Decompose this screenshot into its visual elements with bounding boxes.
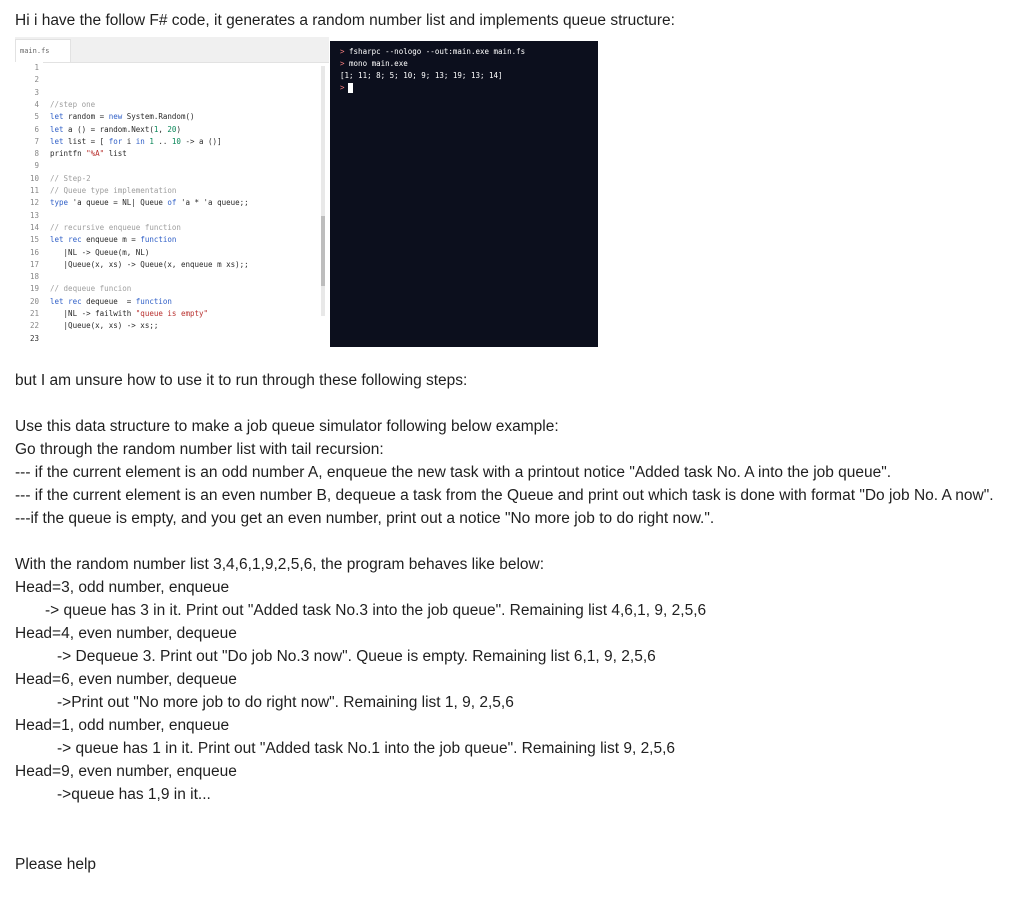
- question-paragraph: Head=9, even number, enqueue: [15, 763, 237, 780]
- question-paragraph: --- if the current element is an even number B, dequeue a task from the Queue and print out which task is done with format "Do job No. A now".: [15, 487, 994, 504]
- terminal-command: mono main.exe: [349, 59, 408, 68]
- question-paragraph: Please help: [15, 856, 97, 873]
- code-line: printfn "%A" list: [50, 149, 127, 159]
- question-paragraph: Head=1, odd number, enqueue: [15, 717, 230, 734]
- code-line: // Step-2: [50, 173, 91, 183]
- code-line: // Queue type implementation: [50, 186, 177, 195]
- question-paragraph: Go through the random number list with tail recursion:: [15, 441, 384, 458]
- terminal-command: fsharpc --nologo --out:main.exe main.fs: [349, 47, 526, 56]
- terminal-line: [340, 58, 408, 70]
- terminal-line: [340, 82, 353, 94]
- code-line: let random = new System.Random(): [50, 112, 195, 122]
- question-paragraph: ->queue has 1,9 in it...: [57, 786, 211, 803]
- line-number: 1: [34, 63, 39, 72]
- question-paragraph: Head=3, odd number, enqueue: [15, 579, 230, 596]
- line-number: 19: [29, 284, 39, 294]
- question-paragraph: -> queue has 1 in it. Print out "Added task No.1 into the job queue". Remaining list 9, 2,5,6: [57, 740, 676, 757]
- question-paragraph: With the random number list 3,4,6,1,9,2,5,6, the program behaves like below:: [15, 556, 545, 573]
- line-number: 18: [29, 272, 39, 282]
- line-number: 2: [34, 75, 39, 85]
- line-number: 16: [29, 247, 39, 257]
- code-line: |NL -> failwith "queue is empty": [50, 309, 209, 318]
- code-line: type 'a queue = NL| Queue of 'a * 'a queue;;: [50, 198, 249, 208]
- terminal-output: [1; 11; 8; 5; 10; 9; 13; 19; 13; 14]: [340, 71, 503, 80]
- line-number: 21: [29, 309, 39, 318]
- terminal-line: [340, 46, 525, 58]
- editor-scrollbar[interactable]: [321, 66, 325, 316]
- question-paragraph: --- if the current element is an odd number A, enqueue the new task with a printout notice "Added task No. A into the job queue".: [15, 464, 892, 481]
- terminal-panel: [330, 41, 598, 347]
- code-line: // dequeue funcion: [50, 284, 132, 294]
- line-number: 14: [29, 222, 39, 232]
- code-line: let a () = random.Next(1, 20): [50, 124, 181, 134]
- question-paragraph: -> queue has 3 in it. Print out "Added task No.3 into the job queue". Remaining list 4,6,1, 9, 2,5,6: [45, 602, 707, 619]
- line-number: 17: [29, 259, 39, 269]
- scrollbar-thumb[interactable]: [321, 216, 325, 286]
- editor-tabbar: [15, 37, 329, 63]
- code-line: let rec dequeue = function: [50, 296, 172, 306]
- question-paragraph: Head=6, even number, dequeue: [15, 671, 237, 688]
- question-paragraph: but I am unsure how to use it to run through these following steps:: [15, 372, 468, 389]
- code-line: |Queue(x, xs) -> Queue(x, enqueue m xs);;: [50, 259, 249, 269]
- code-line: //step one: [50, 99, 96, 109]
- question-paragraph: Head=4, even number, dequeue: [15, 625, 237, 642]
- code-area: [15, 62, 329, 347]
- line-number: 23: [29, 333, 39, 343]
- line-number: 3: [34, 87, 39, 97]
- line-number-gutter: [15, 62, 43, 347]
- tab-main-fs[interactable]: main.fs: [15, 39, 71, 62]
- line-number: 6: [34, 124, 39, 134]
- prompt-symbol: >: [340, 83, 345, 92]
- question-paragraph: -> Dequeue 3. Print out "Do job No.3 now". Queue is empty. Remaining list 6,1, 9, 2,5,6: [57, 648, 656, 665]
- line-number: 10: [29, 173, 39, 183]
- line-number: 9: [34, 161, 39, 171]
- code-line: |NL -> Queue(m, NL): [50, 247, 150, 257]
- code-line: // recursive enqueue function: [50, 222, 181, 232]
- question-paragraph: ->Print out "No more job to do right now". Remaining list 1, 9, 2,5,6: [57, 694, 514, 711]
- line-number: 12: [29, 198, 39, 208]
- question-paragraph: Use this data structure to make a job queue simulator following below example:: [15, 418, 559, 435]
- question-intro: Hi i have the follow F# code, it generates a random number list and implements queue structure:: [15, 12, 675, 29]
- line-number: 22: [29, 321, 39, 331]
- code-line: |Queue(x, xs) -> xs;;: [50, 321, 159, 331]
- code-line: let list = [ for i in 1 .. 10 -> a ()]: [50, 136, 222, 146]
- code-line: let rec enqueue m = function: [50, 235, 177, 245]
- terminal-cursor: [348, 83, 353, 93]
- line-number: 20: [29, 296, 39, 306]
- line-number: 8: [34, 149, 39, 159]
- line-number: 7: [34, 136, 39, 146]
- prompt-symbol: >: [340, 59, 345, 68]
- line-number: 13: [29, 210, 39, 220]
- line-number: 15: [29, 235, 39, 245]
- question-paragraph: ---if the queue is empty, and you get an even number, print out a notice "No more job to do right now.".: [15, 510, 715, 527]
- prompt-symbol: >: [340, 47, 345, 56]
- code-screenshot: [15, 37, 598, 347]
- line-number: 5: [34, 112, 39, 122]
- line-number: 4: [34, 99, 39, 109]
- line-number: 11: [29, 186, 39, 195]
- code-editor: [15, 37, 329, 347]
